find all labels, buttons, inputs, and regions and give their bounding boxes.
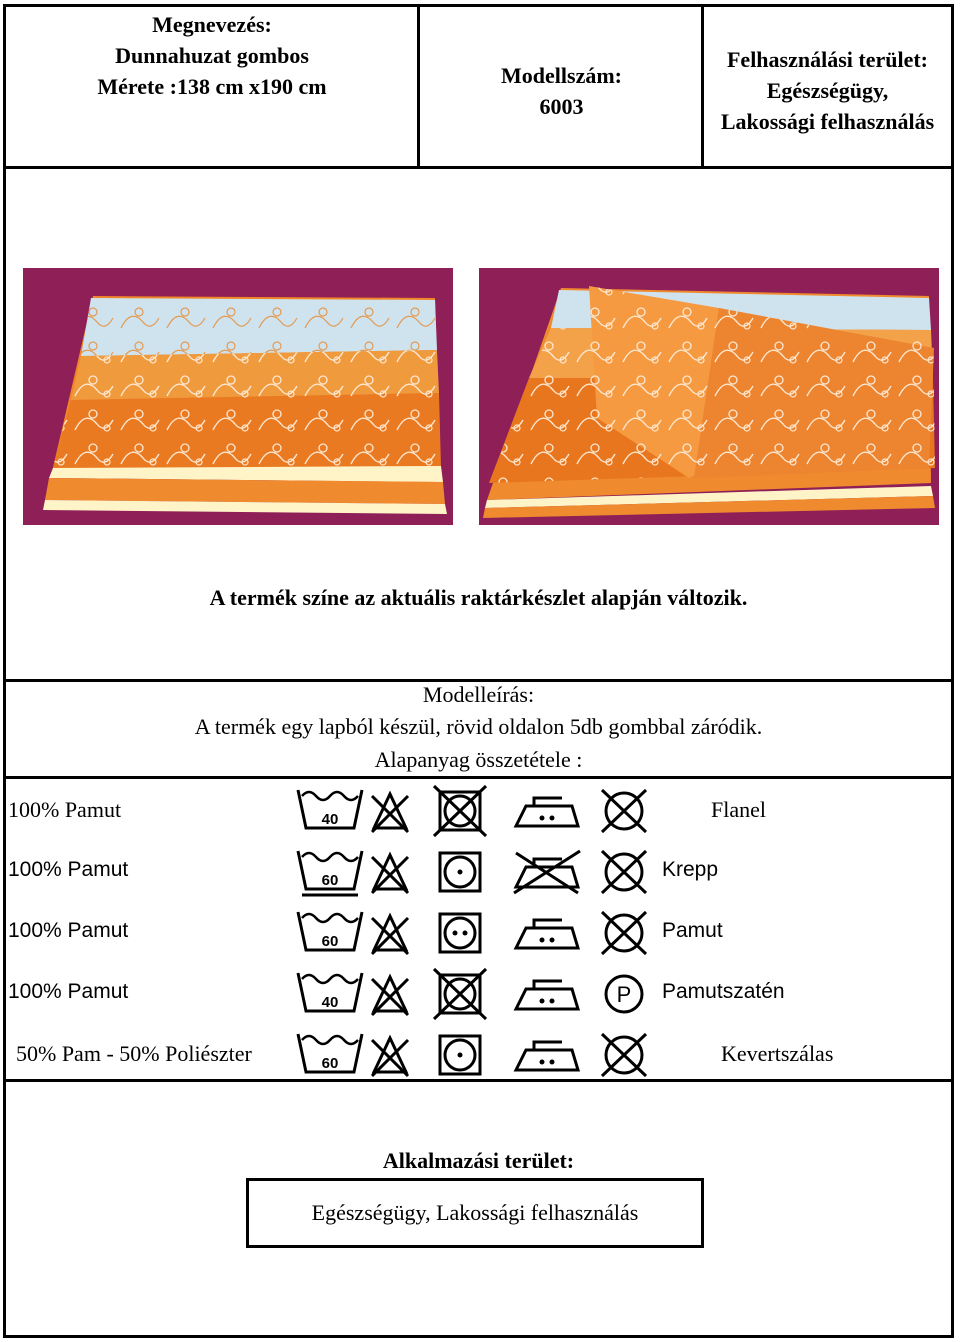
- dry-clean-letter: P: [616, 982, 632, 1007]
- fabric-type: Pamut: [662, 919, 723, 942]
- usage-label: Alkalmazási terület:: [382, 1148, 575, 1173]
- material-composition: 100% Pamut: [8, 919, 129, 942]
- area-value-2: Lakossági felhasználás: [720, 109, 935, 134]
- care-symbols: [294, 782, 654, 838]
- model-cell: [420, 60, 703, 122]
- dry-clean-icon: [602, 1034, 646, 1076]
- material-label: Alapanyag összetétele :: [374, 747, 583, 772]
- wash-temp-icon: [298, 851, 362, 895]
- area-value-1: Egészségügy,: [766, 78, 889, 103]
- fabric-type: Flanel: [711, 797, 766, 822]
- tumble-dry-icon: [434, 786, 486, 836]
- tumble-dry-icon: [440, 914, 480, 952]
- fabric-type: Pamutszatén: [662, 980, 785, 1003]
- description-text: A termék egy lapból készül, rövid oldalon 5db gombbal záródik.: [194, 714, 763, 739]
- material-top-line: [6, 776, 951, 779]
- model-label: Modellszám:: [501, 63, 622, 88]
- name-value: Dunnahuzat gombos: [115, 43, 309, 68]
- wash-temp-icon: [298, 973, 362, 1011]
- material-bottom-line: [6, 1079, 951, 1082]
- wash-temp-value: 60: [321, 872, 339, 889]
- iron-icon: [516, 1042, 578, 1070]
- name-cell: [6, 9, 418, 167]
- no-bleach-icon: [372, 855, 408, 893]
- product-sheet: [3, 4, 954, 1338]
- product-photo-folded: [23, 268, 453, 525]
- color-note: A termék színe az aktuális raktárkészlet alapján változik.: [209, 585, 748, 610]
- area-label: Felhasználási terület:: [726, 47, 929, 72]
- tumble-dry-icon: [440, 1036, 480, 1074]
- wash-temp-icon: [298, 1034, 362, 1072]
- product-photo-open: [479, 268, 939, 525]
- care-symbols: [294, 1026, 654, 1082]
- no-bleach-icon: [372, 916, 408, 954]
- usage-value: Egészségügy, Lakossági felhasználás: [311, 1200, 639, 1225]
- care-symbols: [294, 843, 654, 899]
- no-bleach-icon: [372, 1038, 408, 1076]
- no-bleach-icon: [372, 794, 408, 832]
- name-label: Megnevezés:: [152, 12, 272, 37]
- material-composition: 100% Pamut: [8, 980, 129, 1003]
- area-cell: [704, 44, 951, 137]
- fabric-type: Kevertszálas: [721, 1041, 834, 1066]
- tumble-dry-icon: [434, 969, 486, 1019]
- tumble-dry-icon: [440, 853, 480, 891]
- model-value: 6003: [539, 94, 584, 119]
- no-bleach-icon: [372, 977, 408, 1015]
- description-label: Modelleírás:: [422, 682, 535, 707]
- iron-icon: [516, 798, 578, 826]
- size-value: Mérete :138 cm x190 cm: [97, 74, 327, 99]
- wash-temp-value: 40: [321, 994, 339, 1011]
- iron-icon: [516, 920, 578, 948]
- material-composition: 100% Pamut: [8, 858, 129, 881]
- iron-icon: [516, 981, 578, 1009]
- header-bottom-line: [6, 166, 951, 169]
- care-symbols: [294, 965, 654, 1021]
- wash-temp-value: 60: [321, 1055, 339, 1072]
- wash-temp-value: 40: [321, 811, 339, 828]
- iron-icon: [514, 851, 580, 893]
- dry-clean-icon: [602, 912, 646, 954]
- dry-clean-icon: [602, 790, 646, 832]
- dry-clean-icon: [602, 851, 646, 893]
- dry-clean-icon: [606, 976, 642, 1012]
- usage-box: [246, 1178, 704, 1248]
- wash-temp-value: 60: [321, 933, 339, 950]
- care-symbols: [294, 904, 654, 960]
- material-composition: 50% Pam - 50% Poliészter: [16, 1041, 252, 1066]
- fabric-type: Krepp: [662, 858, 719, 881]
- wash-temp-icon: [298, 790, 362, 828]
- material-composition: 100% Pamut: [8, 797, 122, 822]
- wash-temp-icon: [298, 912, 362, 950]
